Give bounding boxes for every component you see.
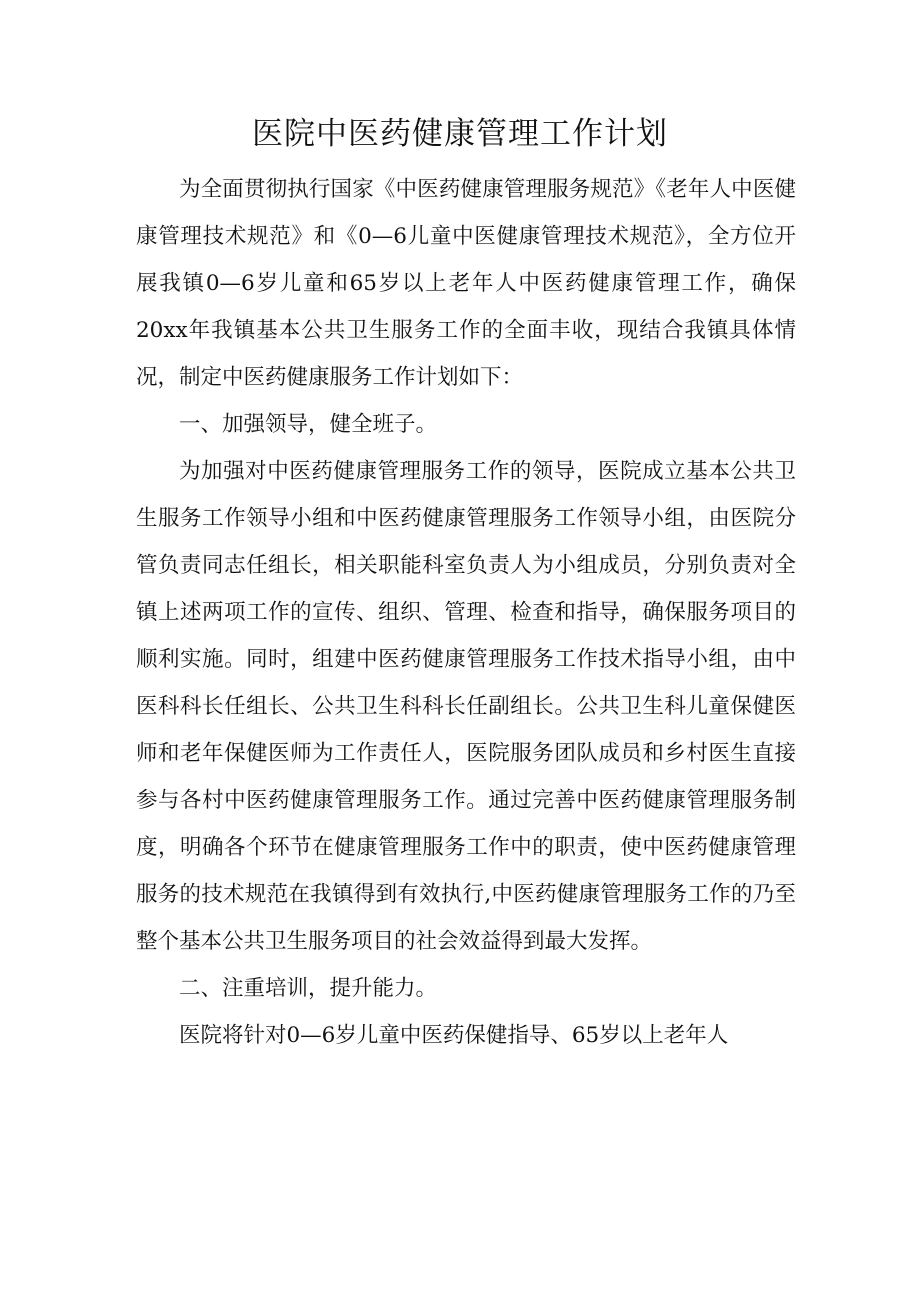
section-2-paragraph: 医院将针对0—6岁儿童中医药保健指导、65岁以上老年人	[179, 1023, 729, 1048]
section-heading-1: 一、加强领导，健全班子。	[179, 412, 438, 437]
section-1-paragraph: 为加强对中医药健康管理服务工作的领导，医院成立基本公共卫生服务工作领导小组和中医药健康管理服务工作领导小组，由医院分管负责同志任组长，相关职能科室负责人为小组成员，分别负责对全镇上述两项工作的宣传、组织、管理、检查和指导，确保服务项目的顺利实施。同时，组建中医药健康管理服务工作技术指导小组，由中医科科长任组长、公共卫生科科长任副组长。公共卫生科儿童保健医师和老年保健医师为工作责任人，医院服务团队成员和乡村医生直接参与各村中医药健康管理服务工作。通过完善中医药健康管理服务制度，明确各个环节在健康管理服务工作中的职责，使中医药健康管理服务的技术规范在我镇得到有效执行,中医药健康管理服务工作的乃至整个基本公共卫生服务项目的社会效益得到最大发挥。	[136, 459, 796, 954]
document-title: 医院中医药健康管理工作计划	[252, 116, 668, 152]
section-heading-2: 二、注重培训，提升能力。	[179, 976, 438, 1001]
intro-paragraph: 为全面贯彻执行国家《中医药健康管理服务规范》《老年人中医健康管理技术规范》和《0—6儿童中医健康管理技术规范》，全方位开展我镇0—6岁儿童和65岁以上老年人中医药健康管理工作，确保20xx年我镇基本公共卫生服务工作的全面丰收，现结合我镇具体情况，制定中医药健康服务工作计划如下：	[136, 177, 796, 390]
document-body	[136, 166, 796, 1059]
